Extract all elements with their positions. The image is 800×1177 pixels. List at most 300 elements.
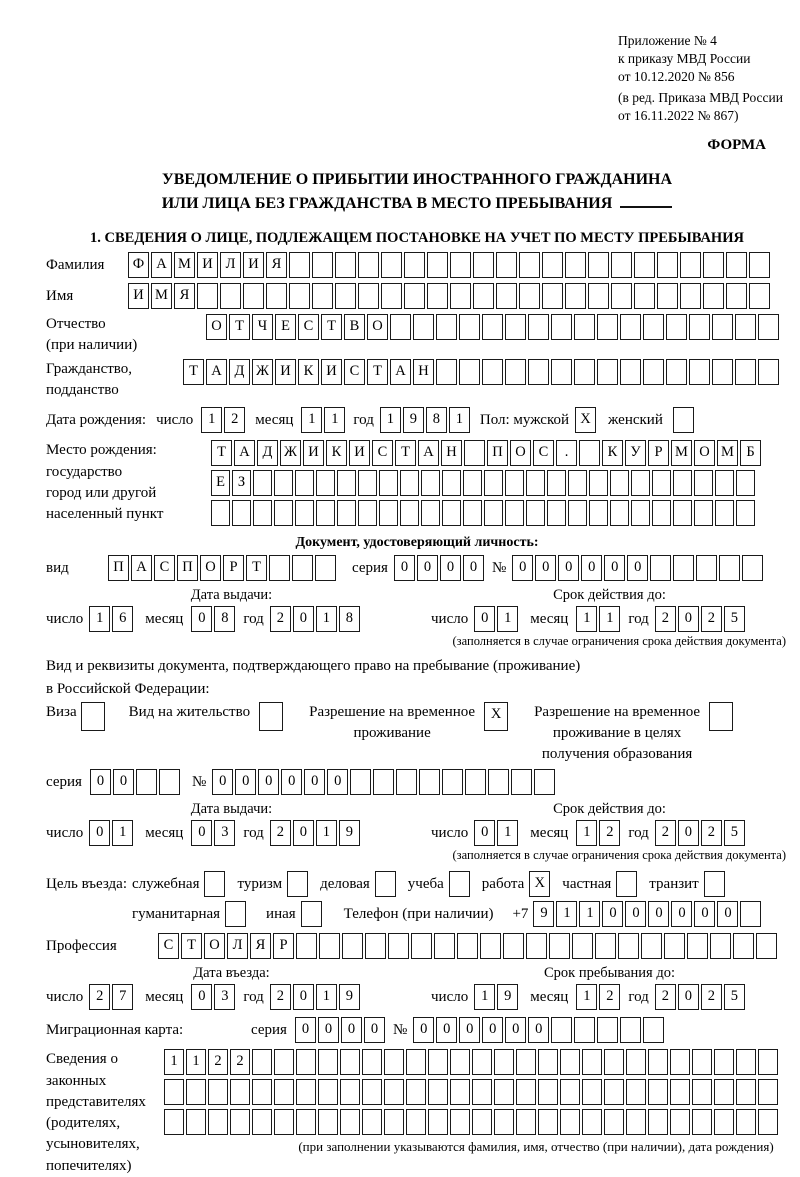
form-cell[interactable] bbox=[362, 1049, 382, 1075]
form-cell[interactable]: Т bbox=[181, 933, 202, 959]
form-cell[interactable] bbox=[582, 1109, 602, 1135]
form-cell[interactable]: С bbox=[158, 933, 179, 959]
form-cell[interactable] bbox=[511, 769, 532, 795]
form-cell[interactable] bbox=[340, 1049, 360, 1075]
form-cell[interactable] bbox=[505, 470, 524, 496]
birthplace-row2-cells[interactable] bbox=[211, 470, 763, 496]
form-cell[interactable] bbox=[473, 252, 494, 278]
form-cell[interactable]: Н bbox=[413, 359, 434, 385]
valid-year-cells[interactable] bbox=[655, 606, 747, 632]
form-cell[interactable]: Ж bbox=[252, 359, 273, 385]
form-cell[interactable]: 1 bbox=[579, 901, 600, 927]
entry-month-cells[interactable] bbox=[191, 984, 237, 1010]
form-cell[interactable] bbox=[696, 555, 717, 581]
form-cell[interactable] bbox=[450, 1049, 470, 1075]
valid-month-cells[interactable] bbox=[576, 606, 622, 632]
form-cell[interactable]: Д bbox=[229, 359, 250, 385]
form-cell[interactable] bbox=[459, 359, 480, 385]
form-cell[interactable] bbox=[337, 500, 356, 526]
form-cell[interactable] bbox=[390, 314, 411, 340]
form-cell[interactable] bbox=[400, 470, 419, 496]
form-cell[interactable]: 0 bbox=[459, 1017, 480, 1043]
form-cell[interactable]: О bbox=[200, 555, 221, 581]
form-cell[interactable]: У bbox=[625, 440, 646, 466]
form-cell[interactable] bbox=[551, 314, 572, 340]
form-cell[interactable] bbox=[551, 359, 572, 385]
form-cell[interactable]: 2 bbox=[270, 820, 291, 846]
form-cell[interactable]: 0 bbox=[604, 555, 625, 581]
form-cell[interactable]: . bbox=[556, 440, 577, 466]
form-cell[interactable]: Е bbox=[211, 470, 230, 496]
form-cell[interactable] bbox=[494, 1079, 514, 1105]
form-cell[interactable] bbox=[252, 1109, 272, 1135]
form-cell[interactable] bbox=[301, 901, 322, 927]
form-cell[interactable] bbox=[588, 283, 609, 309]
form-cell[interactable]: 0 bbox=[717, 901, 738, 927]
form-cell[interactable] bbox=[318, 1109, 338, 1135]
form-cell[interactable] bbox=[652, 470, 671, 496]
form-cell[interactable] bbox=[560, 1049, 580, 1075]
doc-kind-cells[interactable] bbox=[108, 555, 338, 581]
temp-residence-checkbox[interactable] bbox=[484, 702, 510, 731]
form-cell[interactable] bbox=[381, 283, 402, 309]
form-cell[interactable]: 8 bbox=[426, 407, 447, 433]
form-cell[interactable] bbox=[631, 470, 650, 496]
form-cell[interactable] bbox=[480, 933, 501, 959]
form-cell[interactable] bbox=[252, 1049, 272, 1075]
form-cell[interactable] bbox=[634, 252, 655, 278]
form-cell[interactable]: С bbox=[533, 440, 554, 466]
form-cell[interactable] bbox=[528, 314, 549, 340]
form-cell[interactable] bbox=[538, 1049, 558, 1075]
surname-cells[interactable] bbox=[128, 252, 772, 278]
valid-year-cells[interactable] bbox=[655, 820, 747, 846]
form-cell[interactable]: 0 bbox=[627, 555, 648, 581]
form-cell[interactable]: 9 bbox=[497, 984, 518, 1010]
form-cell[interactable] bbox=[687, 933, 708, 959]
form-cell[interactable] bbox=[450, 1109, 470, 1135]
form-cell[interactable]: А bbox=[390, 359, 411, 385]
form-cell[interactable]: И bbox=[275, 359, 296, 385]
form-cell[interactable] bbox=[641, 933, 662, 959]
form-cell[interactable] bbox=[618, 933, 639, 959]
form-cell[interactable] bbox=[620, 314, 641, 340]
form-cell[interactable] bbox=[287, 871, 308, 897]
form-cell[interactable]: 1 bbox=[576, 820, 597, 846]
form-cell[interactable] bbox=[252, 1079, 272, 1105]
form-cell[interactable]: 0 bbox=[318, 1017, 339, 1043]
form-cell[interactable]: 0 bbox=[678, 984, 699, 1010]
form-cell[interactable]: Т bbox=[229, 314, 250, 340]
form-cell[interactable]: Е bbox=[275, 314, 296, 340]
migration-series-cells[interactable] bbox=[295, 1017, 387, 1043]
form-cell[interactable] bbox=[362, 1109, 382, 1135]
form-cell[interactable] bbox=[736, 500, 755, 526]
form-cell[interactable]: 2 bbox=[599, 984, 620, 1010]
purpose-study-checkbox[interactable] bbox=[449, 871, 472, 897]
birthplace-row3-cells[interactable] bbox=[211, 500, 763, 526]
form-cell[interactable] bbox=[574, 314, 595, 340]
form-cell[interactable] bbox=[648, 1079, 668, 1105]
form-cell[interactable] bbox=[289, 283, 310, 309]
form-cell[interactable]: И bbox=[197, 252, 218, 278]
form-cell[interactable]: 0 bbox=[474, 606, 495, 632]
form-cell[interactable] bbox=[666, 359, 687, 385]
form-cell[interactable] bbox=[335, 283, 356, 309]
form-cell[interactable] bbox=[758, 1079, 778, 1105]
stay-month-cells[interactable] bbox=[576, 984, 622, 1010]
form-cell[interactable] bbox=[450, 1079, 470, 1105]
birth-year-cells[interactable] bbox=[380, 407, 472, 433]
phone-cells[interactable] bbox=[533, 901, 763, 927]
form-cell[interactable] bbox=[604, 1079, 624, 1105]
form-cell[interactable] bbox=[289, 252, 310, 278]
form-cell[interactable] bbox=[384, 1109, 404, 1135]
form-cell[interactable]: М bbox=[671, 440, 692, 466]
form-cell[interactable]: О bbox=[206, 314, 227, 340]
form-cell[interactable]: И bbox=[349, 440, 370, 466]
form-cell[interactable] bbox=[626, 1109, 646, 1135]
form-cell[interactable] bbox=[381, 252, 402, 278]
form-cell[interactable]: 2 bbox=[208, 1049, 228, 1075]
form-cell[interactable] bbox=[295, 500, 314, 526]
form-cell[interactable]: А bbox=[234, 440, 255, 466]
form-cell[interactable]: 0 bbox=[258, 769, 279, 795]
form-cell[interactable] bbox=[673, 500, 692, 526]
form-cell[interactable]: Ж bbox=[280, 440, 301, 466]
form-cell[interactable] bbox=[365, 933, 386, 959]
form-cell[interactable] bbox=[465, 769, 486, 795]
form-cell[interactable] bbox=[758, 1109, 778, 1135]
form-cell[interactable] bbox=[542, 252, 563, 278]
form-cell[interactable] bbox=[472, 1079, 492, 1105]
form-cell[interactable]: 1 bbox=[380, 407, 401, 433]
form-cell[interactable] bbox=[714, 1049, 734, 1075]
form-cell[interactable] bbox=[610, 500, 629, 526]
form-cell[interactable]: 1 bbox=[449, 407, 470, 433]
form-cell[interactable] bbox=[611, 252, 632, 278]
form-cell[interactable] bbox=[482, 359, 503, 385]
form-cell[interactable] bbox=[595, 933, 616, 959]
form-cell[interactable] bbox=[670, 1049, 690, 1075]
form-cell[interactable]: 5 bbox=[724, 984, 745, 1010]
form-cell[interactable] bbox=[384, 1049, 404, 1075]
residence-series-cells[interactable] bbox=[90, 769, 182, 795]
form-cell[interactable] bbox=[709, 702, 733, 731]
form-cell[interactable] bbox=[703, 283, 724, 309]
form-cell[interactable] bbox=[312, 252, 333, 278]
form-cell[interactable]: Б bbox=[740, 440, 761, 466]
form-cell[interactable]: Т bbox=[246, 555, 267, 581]
form-cell[interactable]: О bbox=[694, 440, 715, 466]
form-cell[interactable]: С bbox=[372, 440, 393, 466]
form-cell[interactable]: 0 bbox=[671, 901, 692, 927]
form-cell[interactable]: 2 bbox=[655, 606, 676, 632]
form-cell[interactable]: 1 bbox=[301, 407, 322, 433]
form-cell[interactable] bbox=[434, 933, 455, 959]
form-cell[interactable]: 0 bbox=[512, 555, 533, 581]
profession-cells[interactable] bbox=[158, 933, 779, 959]
form-cell[interactable]: 1 bbox=[474, 984, 495, 1010]
form-cell[interactable]: 0 bbox=[191, 820, 212, 846]
form-cell[interactable] bbox=[274, 1049, 294, 1075]
form-cell[interactable] bbox=[342, 933, 363, 959]
form-cell[interactable]: О bbox=[204, 933, 225, 959]
form-cell[interactable] bbox=[597, 359, 618, 385]
form-cell[interactable] bbox=[400, 500, 419, 526]
form-cell[interactable] bbox=[220, 283, 241, 309]
form-cell[interactable] bbox=[519, 283, 540, 309]
form-cell[interactable] bbox=[404, 252, 425, 278]
form-cell[interactable]: К bbox=[326, 440, 347, 466]
form-cell[interactable] bbox=[274, 1079, 294, 1105]
form-cell[interactable]: Ч bbox=[252, 314, 273, 340]
form-cell[interactable]: 0 bbox=[463, 555, 484, 581]
form-cell[interactable] bbox=[232, 500, 251, 526]
form-cell[interactable] bbox=[230, 1109, 250, 1135]
form-cell[interactable] bbox=[516, 1049, 536, 1075]
form-cell[interactable]: З bbox=[232, 470, 251, 496]
form-cell[interactable]: 1 bbox=[497, 606, 518, 632]
form-cell[interactable] bbox=[503, 933, 524, 959]
form-cell[interactable] bbox=[136, 769, 157, 795]
form-cell[interactable]: 1 bbox=[599, 606, 620, 632]
purpose-humanitarian-checkbox[interactable] bbox=[225, 901, 248, 927]
form-cell[interactable]: Т bbox=[183, 359, 204, 385]
form-cell[interactable] bbox=[404, 283, 425, 309]
form-cell[interactable] bbox=[494, 1049, 514, 1075]
form-cell[interactable]: Т bbox=[321, 314, 342, 340]
form-cell[interactable] bbox=[519, 252, 540, 278]
entry-year-cells[interactable] bbox=[270, 984, 362, 1010]
form-cell[interactable] bbox=[457, 933, 478, 959]
form-cell[interactable] bbox=[384, 1079, 404, 1105]
form-cell[interactable] bbox=[442, 470, 461, 496]
form-cell[interactable]: О bbox=[367, 314, 388, 340]
form-cell[interactable] bbox=[549, 933, 570, 959]
form-cell[interactable] bbox=[631, 500, 650, 526]
form-cell[interactable] bbox=[643, 1017, 664, 1043]
form-cell[interactable]: П bbox=[108, 555, 129, 581]
issue-year-cells[interactable] bbox=[270, 606, 362, 632]
form-cell[interactable]: 9 bbox=[403, 407, 424, 433]
form-cell[interactable] bbox=[428, 1049, 448, 1075]
form-cell[interactable]: 0 bbox=[89, 820, 110, 846]
form-cell[interactable] bbox=[692, 1079, 712, 1105]
form-cell[interactable]: 1 bbox=[316, 820, 337, 846]
purpose-official-checkbox[interactable] bbox=[204, 871, 227, 897]
citizenship-cells[interactable] bbox=[183, 359, 781, 385]
form-cell[interactable]: 1 bbox=[497, 820, 518, 846]
form-cell[interactable] bbox=[664, 933, 685, 959]
form-cell[interactable]: Я bbox=[250, 933, 271, 959]
form-cell[interactable] bbox=[318, 1079, 338, 1105]
form-cell[interactable]: Р bbox=[223, 555, 244, 581]
form-cell[interactable] bbox=[694, 500, 713, 526]
form-cell[interactable]: X bbox=[529, 871, 550, 897]
form-cell[interactable]: 1 bbox=[186, 1049, 206, 1075]
form-cell[interactable]: 0 bbox=[235, 769, 256, 795]
form-cell[interactable]: 0 bbox=[625, 901, 646, 927]
form-cell[interactable]: 0 bbox=[281, 769, 302, 795]
form-cell[interactable]: 0 bbox=[436, 1017, 457, 1043]
form-cell[interactable]: 0 bbox=[191, 606, 212, 632]
doc-number-cells[interactable] bbox=[512, 555, 765, 581]
form-cell[interactable]: А bbox=[131, 555, 152, 581]
form-cell[interactable] bbox=[358, 500, 377, 526]
form-cell[interactable] bbox=[680, 252, 701, 278]
form-cell[interactable] bbox=[710, 933, 731, 959]
form-cell[interactable]: Н bbox=[441, 440, 462, 466]
form-cell[interactable] bbox=[740, 901, 761, 927]
form-cell[interactable] bbox=[473, 283, 494, 309]
form-cell[interactable]: 1 bbox=[112, 820, 133, 846]
form-cell[interactable] bbox=[319, 933, 340, 959]
representatives-row3-cells[interactable] bbox=[164, 1109, 788, 1135]
form-cell[interactable]: М bbox=[174, 252, 195, 278]
form-cell[interactable]: В bbox=[344, 314, 365, 340]
form-cell[interactable] bbox=[496, 283, 517, 309]
form-cell[interactable] bbox=[673, 555, 694, 581]
form-cell[interactable]: К bbox=[602, 440, 623, 466]
form-cell[interactable] bbox=[680, 283, 701, 309]
form-cell[interactable] bbox=[406, 1079, 426, 1105]
form-cell[interactable] bbox=[81, 702, 105, 731]
form-cell[interactable]: Т bbox=[395, 440, 416, 466]
form-cell[interactable] bbox=[406, 1049, 426, 1075]
purpose-business-checkbox[interactable] bbox=[375, 871, 398, 897]
form-cell[interactable] bbox=[316, 470, 335, 496]
form-cell[interactable]: С bbox=[344, 359, 365, 385]
form-cell[interactable] bbox=[411, 933, 432, 959]
form-cell[interactable] bbox=[427, 252, 448, 278]
form-cell[interactable] bbox=[735, 359, 756, 385]
form-cell[interactable]: 0 bbox=[113, 769, 134, 795]
form-cell[interactable] bbox=[689, 314, 710, 340]
form-cell[interactable] bbox=[335, 252, 356, 278]
form-cell[interactable] bbox=[375, 871, 396, 897]
form-cell[interactable] bbox=[572, 933, 593, 959]
form-cell[interactable] bbox=[296, 933, 317, 959]
form-cell[interactable]: 0 bbox=[327, 769, 348, 795]
entry-day-cells[interactable] bbox=[89, 984, 135, 1010]
form-cell[interactable]: 2 bbox=[270, 606, 291, 632]
form-cell[interactable] bbox=[208, 1079, 228, 1105]
form-cell[interactable] bbox=[204, 871, 225, 897]
form-cell[interactable] bbox=[648, 1109, 668, 1135]
form-cell[interactable] bbox=[712, 314, 733, 340]
form-cell[interactable] bbox=[526, 933, 547, 959]
form-cell[interactable] bbox=[164, 1079, 184, 1105]
form-cell[interactable]: 0 bbox=[413, 1017, 434, 1043]
form-cell[interactable]: 0 bbox=[417, 555, 438, 581]
form-cell[interactable]: М bbox=[151, 283, 172, 309]
form-cell[interactable] bbox=[551, 1017, 572, 1043]
form-cell[interactable] bbox=[296, 1109, 316, 1135]
form-cell[interactable]: 2 bbox=[701, 820, 722, 846]
form-cell[interactable] bbox=[315, 555, 336, 581]
form-cell[interactable]: 0 bbox=[581, 555, 602, 581]
patronymic-cells[interactable] bbox=[206, 314, 781, 340]
form-cell[interactable] bbox=[505, 314, 526, 340]
form-cell[interactable] bbox=[643, 359, 664, 385]
form-cell[interactable] bbox=[362, 1079, 382, 1105]
form-cell[interactable] bbox=[528, 359, 549, 385]
form-cell[interactable] bbox=[428, 1109, 448, 1135]
form-cell[interactable]: 8 bbox=[339, 606, 360, 632]
form-cell[interactable] bbox=[406, 1109, 426, 1135]
form-cell[interactable] bbox=[159, 769, 180, 795]
form-cell[interactable] bbox=[449, 871, 470, 897]
form-cell[interactable] bbox=[565, 252, 586, 278]
form-cell[interactable]: 2 bbox=[701, 984, 722, 1010]
form-cell[interactable]: 0 bbox=[558, 555, 579, 581]
form-cell[interactable]: 5 bbox=[724, 606, 745, 632]
representatives-row1-cells[interactable] bbox=[164, 1049, 788, 1075]
form-cell[interactable] bbox=[379, 500, 398, 526]
form-cell[interactable] bbox=[388, 933, 409, 959]
form-cell[interactable] bbox=[726, 252, 747, 278]
sex-male-checkbox[interactable] bbox=[575, 407, 598, 433]
form-cell[interactable]: 9 bbox=[339, 984, 360, 1010]
form-cell[interactable] bbox=[340, 1079, 360, 1105]
form-cell[interactable] bbox=[419, 769, 440, 795]
form-cell[interactable] bbox=[396, 769, 417, 795]
form-cell[interactable] bbox=[274, 470, 293, 496]
form-cell[interactable] bbox=[318, 1049, 338, 1075]
form-cell[interactable] bbox=[505, 500, 524, 526]
form-cell[interactable]: 0 bbox=[602, 901, 623, 927]
form-cell[interactable]: 0 bbox=[90, 769, 111, 795]
form-cell[interactable] bbox=[427, 283, 448, 309]
form-cell[interactable] bbox=[714, 1109, 734, 1135]
form-cell[interactable]: X bbox=[575, 407, 596, 433]
form-cell[interactable] bbox=[736, 1049, 756, 1075]
form-cell[interactable]: 0 bbox=[474, 820, 495, 846]
form-cell[interactable]: 0 bbox=[528, 1017, 549, 1043]
form-cell[interactable] bbox=[589, 470, 608, 496]
form-cell[interactable] bbox=[579, 440, 600, 466]
form-cell[interactable]: 0 bbox=[295, 1017, 316, 1043]
form-cell[interactable]: Я bbox=[266, 252, 287, 278]
form-cell[interactable]: 9 bbox=[339, 820, 360, 846]
form-cell[interactable]: 3 bbox=[214, 820, 235, 846]
form-cell[interactable]: 0 bbox=[535, 555, 556, 581]
form-cell[interactable]: А bbox=[206, 359, 227, 385]
form-cell[interactable]: 0 bbox=[678, 820, 699, 846]
form-cell[interactable]: 8 bbox=[214, 606, 235, 632]
form-cell[interactable]: 7 bbox=[112, 984, 133, 1010]
form-cell[interactable] bbox=[735, 314, 756, 340]
form-cell[interactable] bbox=[652, 500, 671, 526]
form-cell[interactable] bbox=[463, 500, 482, 526]
form-cell[interactable] bbox=[714, 1079, 734, 1105]
form-cell[interactable] bbox=[657, 283, 678, 309]
stay-day-cells[interactable] bbox=[474, 984, 520, 1010]
form-cell[interactable]: 1 bbox=[316, 606, 337, 632]
form-cell[interactable] bbox=[464, 440, 485, 466]
form-cell[interactable] bbox=[749, 252, 770, 278]
form-cell[interactable]: О bbox=[510, 440, 531, 466]
form-cell[interactable] bbox=[186, 1079, 206, 1105]
valid-month-cells[interactable] bbox=[576, 820, 622, 846]
form-cell[interactable] bbox=[565, 283, 586, 309]
residence-permit-checkbox[interactable] bbox=[259, 702, 285, 731]
form-cell[interactable] bbox=[496, 252, 517, 278]
form-cell[interactable]: 0 bbox=[678, 606, 699, 632]
form-cell[interactable] bbox=[428, 1079, 448, 1105]
form-cell[interactable]: 1 bbox=[201, 407, 222, 433]
